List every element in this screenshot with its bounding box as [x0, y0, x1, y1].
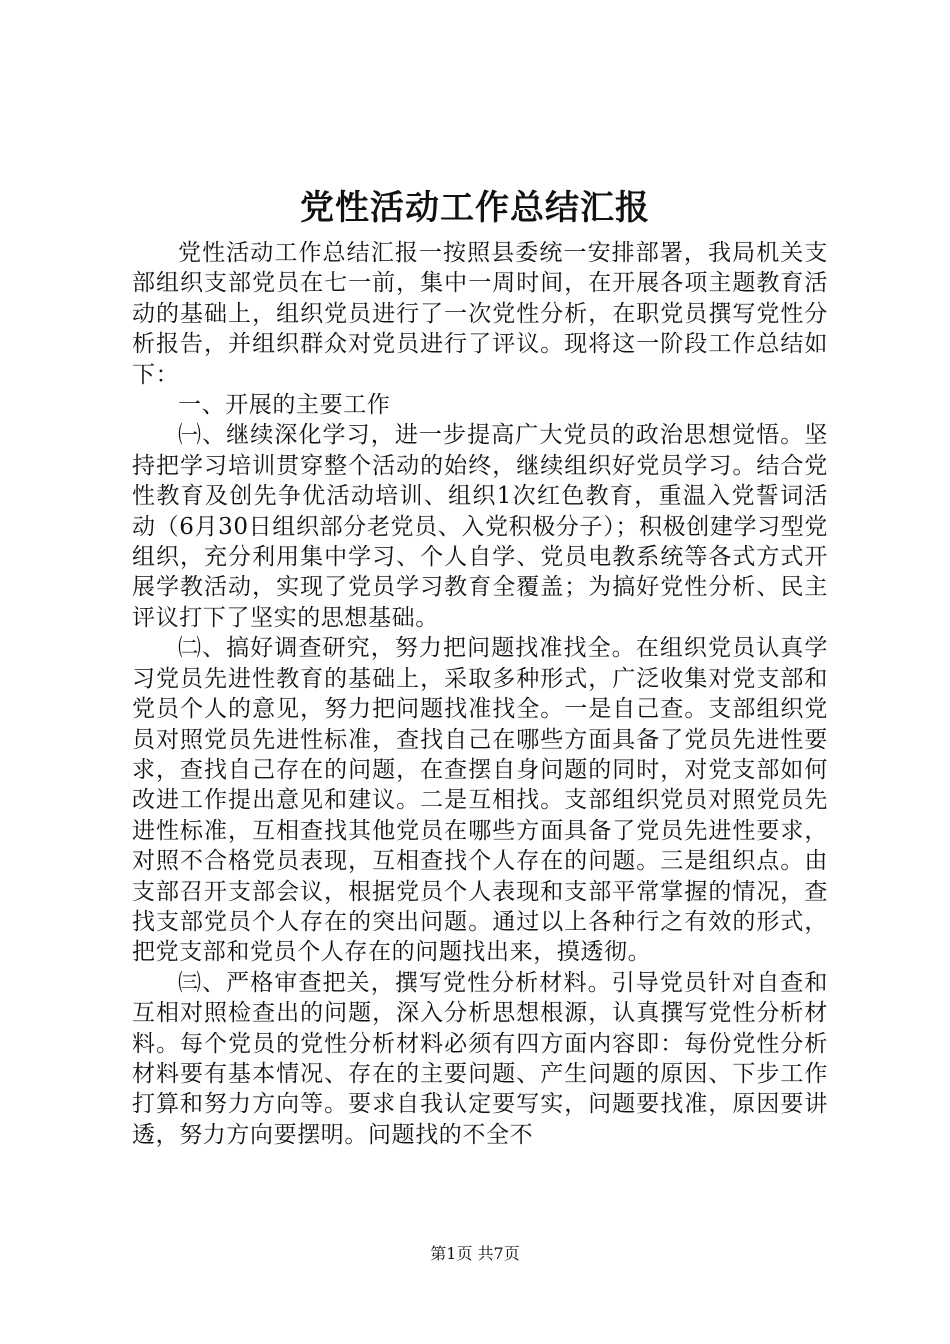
page-footer: 第1页 共7页 — [430, 1244, 520, 1263]
research-paragraph: ㈡、搞好调查研究，努力把问题找准找全。在组织党员认真学习党员先进性教育的基础上，采取多种形式，广泛收集对党支部和党员个人的意见，努力把问题找准找全。一是自己查。支部组织党员对照党员先进性标准，查找自己在哪些方面具备了党员先进性要求，查找自己存在的问题，在查摆自身问题的同时，对党支部如何改进工作提出意见和建议。二是互相找。支部组织党员对照党员先进性标准，互相查找其他党员在哪些方面具备了党员先进性要求，对照不合格党员表现，互相查找个人存在的问题。三是组织点。由支部召开支部会议，根据党员个人表现和支部平常掌握的情况，查找支部党员个人存在的突出问题。通过以上各种行之有效的形式，把党支部和党员个人存在的问题找出来，摸透彻。 — [132, 635, 828, 966]
document-body — [132, 238, 828, 1150]
review-paragraph: ㈢、严格审查把关，撰写党性分析材料。引导党员针对自查和互相对照检查出的问题，深入分析思想根源，认真撰写党性分析材料。每个党员的党性分析材料必须有四方面内容即：每份党性分析材料要有基本情况、存在的主要问题、产生问题的原因、下步工作打算和努力方向等。要求自我认定要写实，问题要找准，原因要讲透，努力方向要摆明。问题找的不全不 — [132, 969, 828, 1148]
document-title: 党性活动工作总结汇报 — [300, 188, 650, 228]
section-heading: 一、开展的主要工作 — [178, 392, 391, 419]
study-paragraph: ㈠、继续深化学习，进一步提高广大党员的政治思想觉悟。坚持把学习培训贯穿整个活动的始终，继续组织好党员学习。结合党性教育及创先争优活动培训、组织1次红色教育，重温入党誓词活动（6月30日组织部分老党员、入党积极分子）；积极创建学习型党组织，充分利用集中学习、个人自学、党员电教系统等各式方式开展学教活动，实现了党员学习教育全覆盖；为搞好党性分析、民主评议打下了坚实的思想基础。 — [132, 422, 828, 631]
intro-paragraph: 党性活动工作总结汇报一按照县委统一安排部署，我局机关支部组织支部党员在七一前，集中一周时间，在开展各项主题教育活动的基础上，组织党员进行了一次党性分析，在职党员撰写党性分析报告，并组织群众对党员进行了评议。现将这一阶段工作总结如下： — [132, 240, 828, 388]
